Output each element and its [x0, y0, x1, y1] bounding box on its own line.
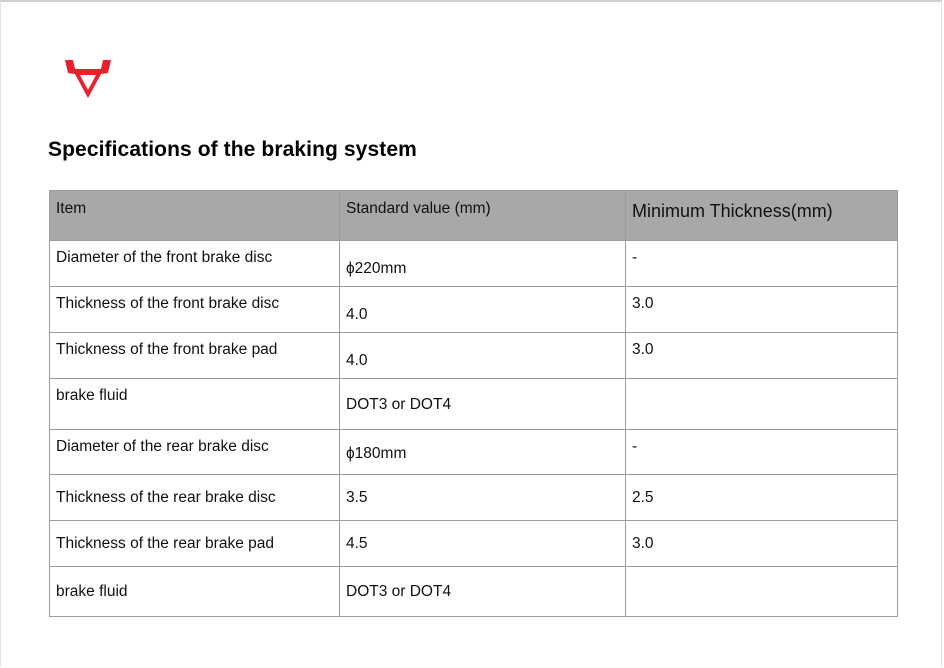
- row-standard-value: 4.0: [346, 306, 368, 323]
- cell-minimum: [626, 430, 898, 475]
- row-standard-value: 4.5: [346, 535, 368, 552]
- table-header-row: [50, 191, 898, 241]
- row-standard-value: 4.0: [346, 352, 368, 369]
- row-minimum-value: 2.5: [632, 489, 654, 506]
- cell-item: [50, 567, 340, 617]
- table-row: [50, 241, 898, 287]
- row-minimum-value: 3.0: [632, 535, 654, 552]
- header-minimum-thickness: Minimum Thickness(mm): [626, 191, 898, 241]
- row-item-label: Thickness of the rear brake disc: [56, 489, 276, 506]
- cell-standard: [340, 567, 626, 617]
- row-item-label: brake fluid: [56, 583, 128, 600]
- row-standard-value: DOT3 or DOT4: [346, 583, 452, 600]
- row-item-label: Thickness of the rear brake pad: [56, 535, 274, 552]
- row-item-label: Diameter of the front brake disc: [56, 249, 273, 266]
- table-row: [50, 567, 898, 617]
- row-standard-value: DOT3 or DOT4: [346, 396, 452, 413]
- cell-item: [50, 287, 340, 333]
- braking-spec-table: [49, 190, 898, 617]
- table-row: [50, 333, 898, 379]
- table-row: [50, 475, 898, 521]
- table-row: [50, 287, 898, 333]
- cell-minimum: [626, 567, 898, 617]
- cell-standard: [340, 379, 626, 430]
- brand-logo-icon: [61, 54, 115, 102]
- table-row: [50, 521, 898, 567]
- cell-item: [50, 521, 340, 567]
- cell-standard: [340, 430, 626, 475]
- row-minimum-value: -: [632, 438, 638, 455]
- cell-item: [50, 333, 340, 379]
- cell-standard: [340, 521, 626, 567]
- row-standard-value: ϕ220mm: [346, 260, 407, 277]
- row-standard-value: 3.5: [346, 489, 368, 506]
- page-title: Specifications of the braking system: [48, 138, 417, 161]
- row-minimum-value: 3.0: [632, 341, 654, 358]
- cell-minimum: [626, 475, 898, 521]
- row-standard-value: ϕ180mm: [346, 445, 407, 462]
- cell-minimum: [626, 379, 898, 430]
- header-item: Item: [50, 191, 340, 241]
- cell-standard: [340, 287, 626, 333]
- cell-item: [50, 430, 340, 475]
- cell-standard: [340, 475, 626, 521]
- cell-minimum: [626, 521, 898, 567]
- table-row: [50, 430, 898, 475]
- cell-minimum: [626, 241, 898, 287]
- cell-standard: [340, 333, 626, 379]
- cell-item: [50, 379, 340, 430]
- header-standard-value: Standard value (mm): [340, 191, 626, 241]
- row-item-label: Thickness of the front brake pad: [56, 341, 278, 358]
- cell-item: [50, 475, 340, 521]
- row-item-label: Diameter of the rear brake disc: [56, 438, 269, 455]
- row-minimum-value: [632, 567, 891, 583]
- cell-minimum: [626, 333, 898, 379]
- row-minimum-value: [632, 379, 891, 387]
- row-item-label: Thickness of the front brake disc: [56, 295, 280, 312]
- row-minimum-value: -: [632, 249, 638, 266]
- cell-item: [50, 241, 340, 287]
- cell-minimum: [626, 287, 898, 333]
- row-item-label: brake fluid: [56, 387, 128, 404]
- cell-standard: [340, 241, 626, 287]
- row-minimum-value: 3.0: [632, 295, 654, 312]
- table-row: [50, 379, 898, 430]
